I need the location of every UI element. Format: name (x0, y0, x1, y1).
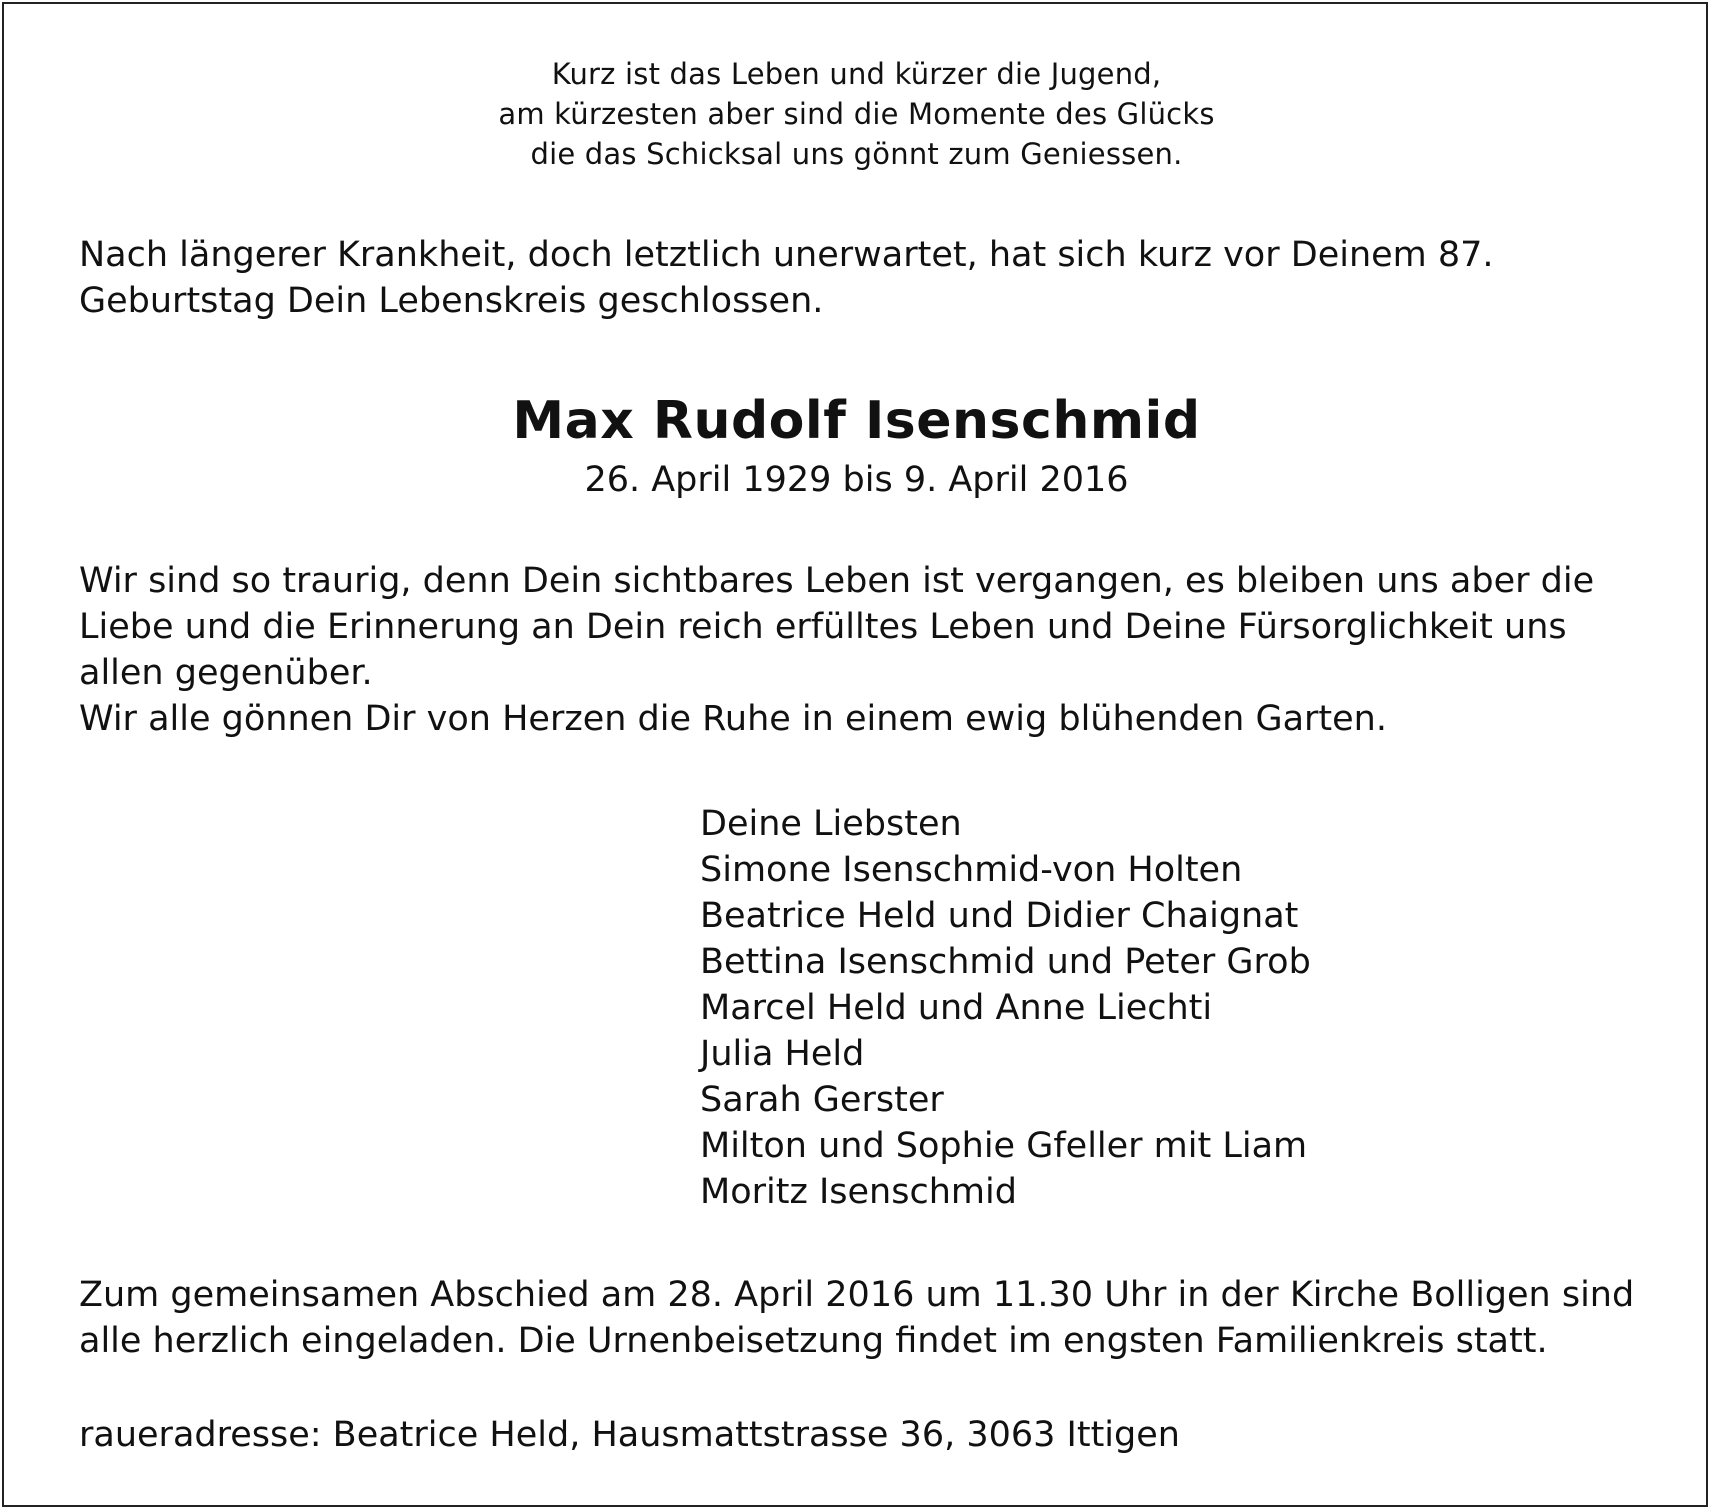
intro-paragraph (79, 232, 1659, 324)
farewell-paragraph (79, 1272, 1659, 1364)
life-dates: 26. April 1929 bis 9. April 2016 (584, 460, 1129, 500)
signer-name: Sarah Gerster (700, 1080, 944, 1120)
tribute-line: allen gegenüber. (79, 653, 373, 693)
tribute-paragraph (79, 558, 1659, 742)
deceased-name: Max Rudolf Isenschmid (512, 391, 1201, 451)
intro-line: Geburtstag Dein Lebenskreis geschlossen. (79, 281, 824, 321)
signer-name: Bettina Isenschmid und Peter Grob (700, 942, 1311, 982)
poem-line: Kurz ist das Leben und kürzer die Jugend, (551, 57, 1162, 91)
address-line: raueradresse: Beatrice Held, Hausmattstrasse 36, 3063 Ittigen (79, 1415, 1180, 1455)
tribute-line: Wir sind so traurig, denn Dein sichtbares Leben ist vergangen, es bleiben uns aber die (79, 561, 1595, 601)
tribute-line: Wir alle gönnen Dir von Herzen die Ruhe in einem ewig blühenden Garten. (79, 699, 1387, 739)
signers-list (700, 801, 1311, 1215)
signer-name: Beatrice Held und Didier Chaignat (700, 896, 1299, 936)
signer-name: Marcel Held und Anne Liechti (700, 988, 1213, 1028)
farewell-line: Zum gemeinsamen Abschied am 28. April 2016 um 11.30 Uhr in der Kirche Bolligen sind (79, 1275, 1635, 1315)
poem-verse (0, 54, 1713, 174)
intro-line: Nach längerer Krankheit, doch letztlich unerwartet, hat sich kurz vor Deinem 87. (79, 235, 1494, 275)
poem-line: die das Schicksal uns gönnt zum Geniessen. (530, 137, 1183, 171)
poem-line: am kürzesten aber sind die Momente des Glücks (498, 97, 1215, 131)
signer-name: Julia Held (700, 1034, 865, 1074)
signer-name: Milton und Sophie Gfeller mit Liam (700, 1126, 1308, 1166)
signer-name: Moritz Isenschmid (700, 1172, 1017, 1212)
tribute-line: Liebe und die Erinnerung an Dein reich erfülltes Leben und Deine Fürsorglichkeit uns (79, 607, 1567, 647)
signers-heading: Deine Liebsten (700, 804, 962, 844)
mourning-address (79, 1412, 1659, 1458)
farewell-line: alle herzlich eingeladen. Die Urnenbeisetzung findet im engsten Familienkreis statt. (79, 1321, 1548, 1361)
signer-name: Simone Isenschmid-von Holten (700, 850, 1243, 890)
